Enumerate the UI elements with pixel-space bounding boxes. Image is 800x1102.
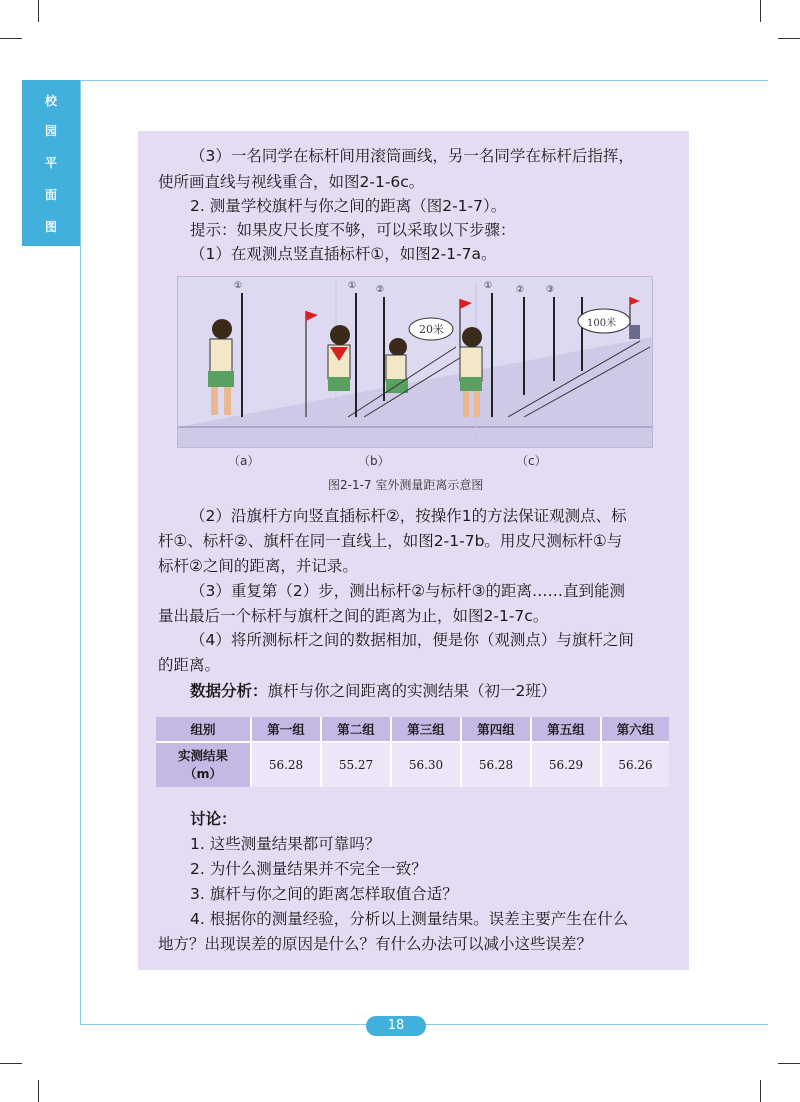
- table-value-cell: 56.28: [462, 743, 530, 787]
- frame-left-line: [80, 80, 81, 1024]
- table-value-cell: 56.29: [532, 743, 600, 787]
- table-value-cell: 56.28: [252, 743, 320, 787]
- paragraph-line: （1）在观测点竖直插标杆①，如图2-1-7a。: [190, 245, 497, 263]
- frame-top-line: [80, 80, 768, 81]
- paragraph-line: 的距离。: [158, 656, 221, 674]
- table-header-cell: 第六组: [602, 717, 669, 741]
- side-tab-char: 面: [44, 188, 57, 202]
- illustration-svg: [178, 277, 652, 447]
- discussion-question: 1. 这些测量结果都可靠吗？: [190, 835, 381, 853]
- paragraph-line: 使所画直线与视线重合，如图2-1-6c。: [158, 173, 425, 191]
- paragraph-line: 量出最后一个标杆与旗杆之间的距离为止，如图2-1-7c。: [158, 607, 549, 625]
- paragraph-line: （3）一名同学在标杆间用滚筒画线，另一名同学在标杆后指挥，: [190, 147, 634, 165]
- crop-mark: [760, 1080, 761, 1102]
- row-label-line: 实测结果: [177, 748, 228, 763]
- table-header-cell: 第五组: [532, 717, 600, 741]
- side-tab-char: 平: [44, 156, 57, 170]
- analysis-label: 数据分析：: [190, 682, 268, 700]
- distance-bubble-c: 100米: [587, 318, 617, 329]
- measurement-illustration: [177, 276, 653, 448]
- paragraph-line: （2）沿旗杆方向竖直插标杆②，按操作1的方法保证观测点、标: [190, 507, 627, 525]
- pole-label: ①: [348, 281, 357, 291]
- side-tab-char: 图: [44, 220, 57, 234]
- distance-bubble-b: 20米: [419, 323, 444, 336]
- crop-mark: [0, 38, 22, 39]
- table-value-cell: 56.26: [602, 743, 669, 787]
- pole-label: ②: [516, 285, 525, 295]
- table-header-cell: 第一组: [252, 717, 320, 741]
- analysis-text: 旗杆与你之间距离的实测结果（初一2班）: [267, 682, 557, 700]
- table-header-cell: 第四组: [462, 717, 530, 741]
- discussion-question: 地方？出现误差的原因是什么？有什么办法可以减小这些误差？: [158, 935, 593, 953]
- figure-label-a: （a）: [228, 454, 260, 468]
- paragraph-line: （4）将所测标杆之间的数据相加，便是你（观测点）与旗杆之间: [190, 631, 634, 649]
- table-header-cell: 组别: [156, 717, 250, 741]
- figure-caption: 图2-1-7 室外测量距离示意图: [328, 478, 484, 492]
- figure-label-c: （c）: [516, 454, 547, 468]
- figure-label-b: （b）: [358, 454, 390, 468]
- crop-mark: [760, 0, 761, 22]
- paragraph-line: 2. 测量学校旗杆与你之间的距离（图2-1-7）。: [190, 197, 507, 215]
- side-tab-char: 校: [44, 94, 57, 108]
- row-label-unit: （m）: [183, 766, 223, 781]
- pole-label: ②: [376, 285, 385, 295]
- paragraph-line: （3）重复第（2）步，测出标杆②与标杆③的距离……直到能测: [190, 582, 626, 600]
- crop-mark: [38, 0, 39, 22]
- table-header-cell: 第三组: [392, 717, 460, 741]
- table-header-cell: 第二组: [322, 717, 390, 741]
- table-value-cell: 56.30: [392, 743, 460, 787]
- table-value-cell: 55.27: [322, 743, 390, 787]
- discussion-title: 讨论：: [190, 810, 237, 828]
- page-number: 18: [366, 1016, 426, 1036]
- paragraph-line: 标杆②之间的距离，并记录。: [158, 557, 358, 575]
- crop-mark: [0, 1063, 22, 1064]
- results-table: [156, 717, 669, 787]
- analysis-heading: [190, 681, 556, 701]
- table-row-label: [156, 743, 250, 787]
- discussion-question: 4. 根据你的测量经验，分析以上测量结果。误差主要产生在什么: [190, 910, 629, 928]
- pole-label: ③: [546, 285, 555, 295]
- chapter-side-tab: [22, 80, 80, 246]
- side-tab-char: 园: [44, 124, 57, 138]
- discussion-question: 2. 为什么测量结果并不完全一致？: [190, 860, 427, 878]
- paragraph-line: 杆①、标杆②、旗杆在同一直线上，如图2-1-7b。用皮尺测标杆①与: [158, 532, 623, 550]
- crop-mark: [38, 1080, 39, 1102]
- discussion-question: 3. 旗杆与你之间的距离怎样取值合适？: [190, 885, 458, 903]
- crop-mark: [778, 38, 800, 39]
- pole-label: ①: [484, 281, 493, 291]
- pole-label: ①: [234, 281, 243, 291]
- crop-mark: [778, 1063, 800, 1064]
- paragraph-line: 提示：如果皮尺长度不够，可以采取以下步骤：: [190, 221, 516, 239]
